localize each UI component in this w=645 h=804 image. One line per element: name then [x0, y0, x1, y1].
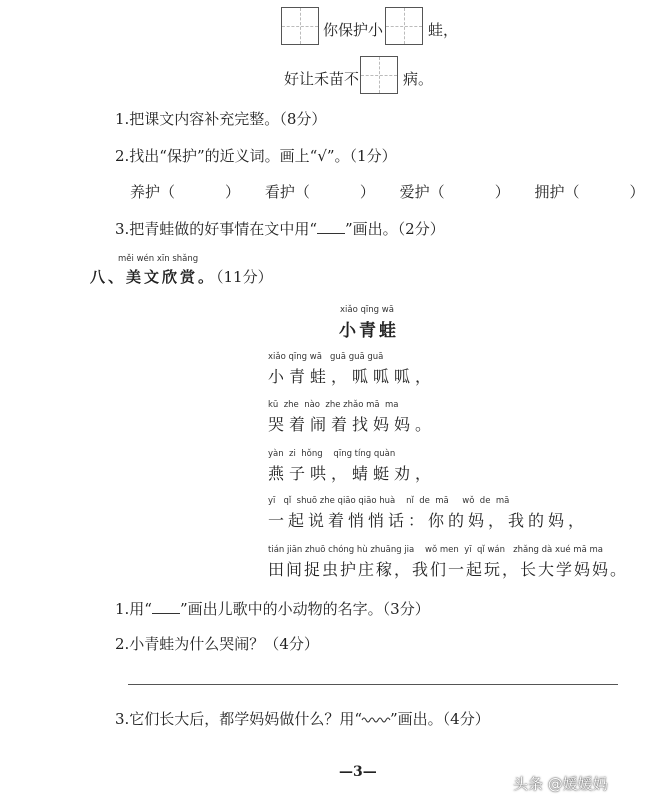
option-4[interactable]: 拥护（ ） — [534, 183, 645, 201]
question-fill-text: 1.把课文内容补充完整。（8分） — [115, 110, 327, 128]
option-2[interactable]: 看护（ ） — [264, 183, 375, 201]
poem-title-pinyin: xiǎo qīng wā — [340, 305, 394, 315]
writing-box-2[interactable] — [385, 7, 423, 45]
question-why-cry: 2.小青蛙为什么哭闹？（4分） — [115, 635, 319, 653]
poem-line2: 哭着闹着找妈妈。 — [268, 415, 437, 434]
synonym-options — [130, 181, 645, 202]
watermark: 头条 @媛媛妈 — [513, 775, 608, 793]
writing-box-3[interactable] — [360, 56, 398, 94]
underline-sample-2 — [152, 611, 180, 614]
section8-heading: 八、美文欣赏。（11分） — [90, 268, 273, 286]
question-underline-deeds: 3.把青蛙做的好事情在文中用“ ”画出。（2分） — [115, 220, 445, 238]
writing-box-1[interactable] — [281, 7, 319, 45]
section8-pinyin: měi wén xīn shǎng — [118, 254, 199, 264]
verse-line2-end: 病。 — [403, 70, 434, 88]
poem-line5: 田间捉虫护庄稼，我们一起玩，长大学妈妈。 — [268, 560, 629, 579]
poem-line2-pinyin: kū zhe nào zhe zhǎo mā ma — [268, 400, 399, 410]
page-number: —3— — [339, 764, 377, 780]
poem-line5-pinyin: tián jiān zhuō chóng hù zhuāng jia wǒ men yī qǐ wán zhǎng dà xué mā ma — [268, 545, 603, 555]
question-synonym: 2.找出“保护”的近义词。画上“√”。（1分） — [115, 147, 397, 165]
poem-line1: 小青蛙，呱呱呱， — [268, 367, 437, 386]
answer-line[interactable] — [128, 684, 618, 685]
poem-line1-pinyin: xiǎo qīng wā guā guā guā — [268, 352, 384, 362]
wavy-line-sample — [362, 714, 390, 724]
verse-line1-mid: 你保护小 — [323, 21, 384, 39]
question-underline-animals: 1.用“ ”画出儿歌中的小动物的名字。（3分） — [115, 600, 430, 618]
question-grow-up: 3.它们长大后，都学妈妈做什么？用“ ”画出。（4分） — [115, 710, 490, 728]
poem-line4: 一起说着悄悄话：你的妈，我的妈， — [268, 511, 589, 530]
poem-line3: 燕子哄，蜻蜓劝， — [268, 464, 437, 483]
option-1[interactable]: 养护（ ） — [130, 183, 241, 201]
poem-title: 小青蛙 — [339, 321, 399, 341]
option-3[interactable]: 爱护（ ） — [399, 183, 510, 201]
underline-sample — [317, 231, 345, 234]
poem-line3-pinyin: yàn zi hǒng qīng tíng quàn — [268, 449, 396, 459]
verse-line2-start: 好让禾苗不 — [284, 70, 360, 88]
poem-line4-pinyin: yī qǐ shuō zhe qiāo qiāo huà nǐ de mā wǒ de mā — [268, 496, 510, 506]
verse-line1-end: 蛙， — [428, 21, 459, 39]
